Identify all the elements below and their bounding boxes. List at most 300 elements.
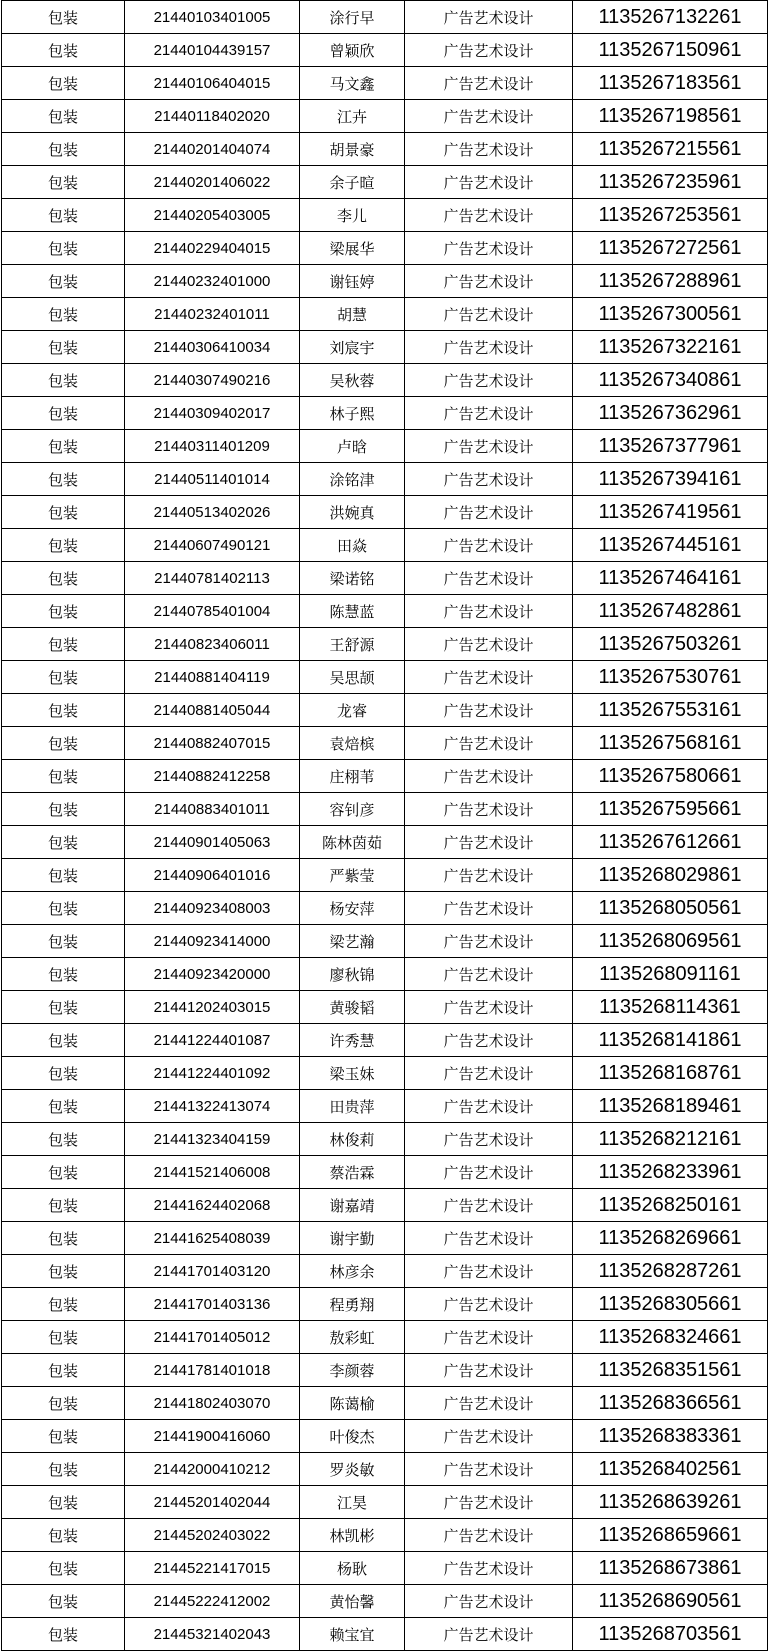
- exam-id-cell: 21441202403015: [125, 991, 300, 1024]
- ticket-number-cell: 1135268287261: [573, 1255, 768, 1288]
- major-cell: 广告艺术设计: [405, 661, 573, 694]
- category-cell: 包装: [2, 1024, 125, 1057]
- ticket-number-cell: 1135267235961: [573, 166, 768, 199]
- major-cell: 广告艺术设计: [405, 67, 573, 100]
- category-cell: 包装: [2, 595, 125, 628]
- student-name-cell: 程勇翔: [300, 1288, 405, 1321]
- exam-id-cell: 21441624402068: [125, 1189, 300, 1222]
- student-name-cell: 廖秋锦: [300, 958, 405, 991]
- table-row: [2, 496, 768, 529]
- table-row: [2, 1354, 768, 1387]
- category-cell: 包装: [2, 661, 125, 694]
- category-cell: 包装: [2, 331, 125, 364]
- table-row: [2, 727, 768, 760]
- category-cell: 包装: [2, 298, 125, 331]
- ticket-number-cell: 1135268069561: [573, 925, 768, 958]
- exam-id-cell: 21440205403005: [125, 199, 300, 232]
- table-row: [2, 1123, 768, 1156]
- exam-id-cell: 21440118402020: [125, 100, 300, 133]
- table-row: [2, 859, 768, 892]
- table-row: [2, 1288, 768, 1321]
- category-cell: 包装: [2, 397, 125, 430]
- student-name-cell: 曾颖欣: [300, 34, 405, 67]
- ticket-number-cell: 1135267215561: [573, 133, 768, 166]
- student-name-cell: 林子熙: [300, 397, 405, 430]
- ticket-number-cell: 1135268114361: [573, 991, 768, 1024]
- major-cell: 广告艺术设计: [405, 1486, 573, 1519]
- major-cell: 广告艺术设计: [405, 793, 573, 826]
- table-row: [2, 265, 768, 298]
- exam-id-cell: 21440103401005: [125, 1, 300, 34]
- category-cell: 包装: [2, 1189, 125, 1222]
- category-cell: 包装: [2, 133, 125, 166]
- student-name-cell: 叶俊杰: [300, 1420, 405, 1453]
- student-name-cell: 梁展华: [300, 232, 405, 265]
- student-name-cell: 陈蔼榆: [300, 1387, 405, 1420]
- student-name-cell: 庄栩苇: [300, 760, 405, 793]
- table-row: [2, 1024, 768, 1057]
- exam-id-cell: 21440781402113: [125, 562, 300, 595]
- exam-id-cell: 21440785401004: [125, 595, 300, 628]
- major-cell: 广告艺术设计: [405, 298, 573, 331]
- category-cell: 包装: [2, 364, 125, 397]
- category-cell: 包装: [2, 1057, 125, 1090]
- table-row: [2, 397, 768, 430]
- major-cell: 广告艺术设计: [405, 100, 573, 133]
- student-name-cell: 胡慧: [300, 298, 405, 331]
- exam-id-cell: 21442000410212: [125, 1453, 300, 1486]
- category-cell: 包装: [2, 430, 125, 463]
- major-cell: 广告艺术设计: [405, 1, 573, 34]
- table-row: [2, 1156, 768, 1189]
- category-cell: 包装: [2, 67, 125, 100]
- category-cell: 包装: [2, 1321, 125, 1354]
- student-name-cell: 敖彩虹: [300, 1321, 405, 1354]
- table-row: [2, 100, 768, 133]
- category-cell: 包装: [2, 496, 125, 529]
- exam-id-cell: 21440923414000: [125, 925, 300, 958]
- table-row: [2, 793, 768, 826]
- category-cell: 包装: [2, 1519, 125, 1552]
- student-name-cell: 林俊莉: [300, 1123, 405, 1156]
- major-cell: 广告艺术设计: [405, 826, 573, 859]
- ticket-number-cell: 1135267272561: [573, 232, 768, 265]
- table-row: [2, 364, 768, 397]
- major-cell: 广告艺术设计: [405, 34, 573, 67]
- ticket-number-cell: 1135267150961: [573, 34, 768, 67]
- student-name-cell: 吴思颉: [300, 661, 405, 694]
- student-name-cell: 江卉: [300, 100, 405, 133]
- exam-id-cell: 21441323404159: [125, 1123, 300, 1156]
- student-list-table: [1, 0, 768, 1651]
- category-cell: 包装: [2, 925, 125, 958]
- student-name-cell: 容钊彦: [300, 793, 405, 826]
- ticket-number-cell: 1135267198561: [573, 100, 768, 133]
- table-row: [2, 958, 768, 991]
- ticket-number-cell: 1135268029861: [573, 859, 768, 892]
- exam-id-cell: 21440901405063: [125, 826, 300, 859]
- category-cell: 包装: [2, 166, 125, 199]
- student-name-cell: 龙睿: [300, 694, 405, 727]
- table-row: [2, 694, 768, 727]
- ticket-number-cell: 1135267377961: [573, 430, 768, 463]
- ticket-number-cell: 1135267183561: [573, 67, 768, 100]
- category-cell: 包装: [2, 1090, 125, 1123]
- student-name-cell: 梁玉妹: [300, 1057, 405, 1090]
- student-name-cell: 吴秋蓉: [300, 364, 405, 397]
- category-cell: 包装: [2, 1, 125, 34]
- category-cell: 包装: [2, 1255, 125, 1288]
- table-row: [2, 1387, 768, 1420]
- table-row: [2, 1618, 768, 1651]
- ticket-number-cell: 1135268690561: [573, 1585, 768, 1618]
- exam-id-cell: 21440201406022: [125, 166, 300, 199]
- ticket-number-cell: 1135267464161: [573, 562, 768, 595]
- ticket-number-cell: 1135267322161: [573, 331, 768, 364]
- major-cell: 广告艺术设计: [405, 199, 573, 232]
- category-cell: 包装: [2, 892, 125, 925]
- student-name-cell: 杨安萍: [300, 892, 405, 925]
- category-cell: 包装: [2, 463, 125, 496]
- student-name-cell: 陈慧蓝: [300, 595, 405, 628]
- exam-id-cell: 21440311401209: [125, 430, 300, 463]
- major-cell: 广告艺术设计: [405, 694, 573, 727]
- table-body: [2, 1, 768, 1651]
- category-cell: 包装: [2, 694, 125, 727]
- exam-id-cell: 21440309402017: [125, 397, 300, 430]
- exam-id-cell: 21440106404015: [125, 67, 300, 100]
- major-cell: 广告艺术设计: [405, 991, 573, 1024]
- ticket-number-cell: 1135267362961: [573, 397, 768, 430]
- table-row: [2, 1057, 768, 1090]
- student-name-cell: 梁诺铭: [300, 562, 405, 595]
- ticket-number-cell: 1135267288961: [573, 265, 768, 298]
- table-row: [2, 1189, 768, 1222]
- major-cell: 广告艺术设计: [405, 133, 573, 166]
- ticket-number-cell: 1135267568161: [573, 727, 768, 760]
- major-cell: 广告艺术设计: [405, 1123, 573, 1156]
- category-cell: 包装: [2, 760, 125, 793]
- exam-id-cell: 21441224401087: [125, 1024, 300, 1057]
- student-name-cell: 杨耿: [300, 1552, 405, 1585]
- major-cell: 广告艺术设计: [405, 1321, 573, 1354]
- ticket-number-cell: 1135268351561: [573, 1354, 768, 1387]
- category-cell: 包装: [2, 1585, 125, 1618]
- table-row: [2, 166, 768, 199]
- category-cell: 包装: [2, 199, 125, 232]
- table-row: [2, 1585, 768, 1618]
- major-cell: 广告艺术设计: [405, 859, 573, 892]
- major-cell: 广告艺术设计: [405, 1057, 573, 1090]
- exam-id-cell: 21441701403136: [125, 1288, 300, 1321]
- student-name-cell: 许秀慧: [300, 1024, 405, 1057]
- major-cell: 广告艺术设计: [405, 925, 573, 958]
- ticket-number-cell: 1135267419561: [573, 496, 768, 529]
- category-cell: 包装: [2, 859, 125, 892]
- ticket-number-cell: 1135268250161: [573, 1189, 768, 1222]
- category-cell: 包装: [2, 562, 125, 595]
- category-cell: 包装: [2, 1156, 125, 1189]
- ticket-number-cell: 1135267300561: [573, 298, 768, 331]
- category-cell: 包装: [2, 628, 125, 661]
- major-cell: 广告艺术设计: [405, 232, 573, 265]
- table-row: [2, 991, 768, 1024]
- table-row: [2, 826, 768, 859]
- table-row: [2, 628, 768, 661]
- table-row: [2, 925, 768, 958]
- table-row: [2, 1552, 768, 1585]
- student-name-cell: 谢嘉靖: [300, 1189, 405, 1222]
- ticket-number-cell: 1135267340861: [573, 364, 768, 397]
- table-row: [2, 232, 768, 265]
- major-cell: 广告艺术设计: [405, 958, 573, 991]
- table-row: [2, 298, 768, 331]
- exam-id-cell: 21445321402043: [125, 1618, 300, 1651]
- major-cell: 广告艺术设计: [405, 1420, 573, 1453]
- student-name-cell: 卢晗: [300, 430, 405, 463]
- category-cell: 包装: [2, 1618, 125, 1651]
- ticket-number-cell: 1135267394161: [573, 463, 768, 496]
- student-name-cell: 袁焙槟: [300, 727, 405, 760]
- major-cell: 广告艺术设计: [405, 628, 573, 661]
- category-cell: 包装: [2, 1354, 125, 1387]
- major-cell: 广告艺术设计: [405, 595, 573, 628]
- major-cell: 广告艺术设计: [405, 1222, 573, 1255]
- major-cell: 广告艺术设计: [405, 364, 573, 397]
- table-row: [2, 430, 768, 463]
- student-name-cell: 李颜蓉: [300, 1354, 405, 1387]
- ticket-number-cell: 1135268366561: [573, 1387, 768, 1420]
- major-cell: 广告艺术设计: [405, 1519, 573, 1552]
- student-name-cell: 黄骏韬: [300, 991, 405, 1024]
- exam-id-cell: 21441900416060: [125, 1420, 300, 1453]
- student-name-cell: 王舒源: [300, 628, 405, 661]
- category-cell: 包装: [2, 232, 125, 265]
- ticket-number-cell: 1135267612661: [573, 826, 768, 859]
- category-cell: 包装: [2, 826, 125, 859]
- exam-id-cell: 21440511401014: [125, 463, 300, 496]
- exam-id-cell: 21441701405012: [125, 1321, 300, 1354]
- exam-id-cell: 21440906401016: [125, 859, 300, 892]
- category-cell: 包装: [2, 1387, 125, 1420]
- category-cell: 包装: [2, 1486, 125, 1519]
- exam-id-cell: 21441521406008: [125, 1156, 300, 1189]
- category-cell: 包装: [2, 1288, 125, 1321]
- major-cell: 广告艺术设计: [405, 1453, 573, 1486]
- ticket-number-cell: 1135268212161: [573, 1123, 768, 1156]
- ticket-number-cell: 1135268673861: [573, 1552, 768, 1585]
- table-row: [2, 1453, 768, 1486]
- major-cell: 广告艺术设计: [405, 1189, 573, 1222]
- table-row: [2, 595, 768, 628]
- table-row: [2, 529, 768, 562]
- table-row: [2, 661, 768, 694]
- category-cell: 包装: [2, 958, 125, 991]
- exam-id-cell: 21440229404015: [125, 232, 300, 265]
- major-cell: 广告艺术设计: [405, 727, 573, 760]
- exam-id-cell: 21445202403022: [125, 1519, 300, 1552]
- category-cell: 包装: [2, 991, 125, 1024]
- major-cell: 广告艺术设计: [405, 562, 573, 595]
- table-row: [2, 1486, 768, 1519]
- major-cell: 广告艺术设计: [405, 1255, 573, 1288]
- exam-id-cell: 21440306410034: [125, 331, 300, 364]
- student-name-cell: 马文鑫: [300, 67, 405, 100]
- ticket-number-cell: 1135268141861: [573, 1024, 768, 1057]
- exam-id-cell: 21440923408003: [125, 892, 300, 925]
- table-row: [2, 1420, 768, 1453]
- ticket-number-cell: 1135267445161: [573, 529, 768, 562]
- exam-id-cell: 21440607490121: [125, 529, 300, 562]
- major-cell: 广告艺术设计: [405, 331, 573, 364]
- exam-id-cell: 21445201402044: [125, 1486, 300, 1519]
- exam-id-cell: 21441625408039: [125, 1222, 300, 1255]
- table-row: [2, 463, 768, 496]
- ticket-number-cell: 1135268168761: [573, 1057, 768, 1090]
- category-cell: 包装: [2, 727, 125, 760]
- table-row: [2, 1255, 768, 1288]
- student-name-cell: 李儿: [300, 199, 405, 232]
- exam-id-cell: 21441802403070: [125, 1387, 300, 1420]
- exam-id-cell: 21440201404074: [125, 133, 300, 166]
- ticket-number-cell: 1135268383361: [573, 1420, 768, 1453]
- ticket-number-cell: 1135268050561: [573, 892, 768, 925]
- exam-id-cell: 21440882412258: [125, 760, 300, 793]
- ticket-number-cell: 1135267530761: [573, 661, 768, 694]
- exam-id-cell: 21445221417015: [125, 1552, 300, 1585]
- major-cell: 广告艺术设计: [405, 529, 573, 562]
- table-row: [2, 34, 768, 67]
- major-cell: 广告艺术设计: [405, 1618, 573, 1651]
- student-name-cell: 严紫莹: [300, 859, 405, 892]
- category-cell: 包装: [2, 1552, 125, 1585]
- table-row: [2, 1, 768, 34]
- student-name-cell: 洪婉真: [300, 496, 405, 529]
- category-cell: 包装: [2, 529, 125, 562]
- table-row: [2, 1519, 768, 1552]
- exam-id-cell: 21441224401092: [125, 1057, 300, 1090]
- exam-id-cell: 21440881405044: [125, 694, 300, 727]
- ticket-number-cell: 1135268703561: [573, 1618, 768, 1651]
- student-name-cell: 余子暄: [300, 166, 405, 199]
- ticket-number-cell: 1135267503261: [573, 628, 768, 661]
- exam-id-cell: 21440232401000: [125, 265, 300, 298]
- category-cell: 包装: [2, 1123, 125, 1156]
- ticket-number-cell: 1135268639261: [573, 1486, 768, 1519]
- student-name-cell: 田贵萍: [300, 1090, 405, 1123]
- category-cell: 包装: [2, 1222, 125, 1255]
- major-cell: 广告艺术设计: [405, 892, 573, 925]
- student-name-cell: 田焱: [300, 529, 405, 562]
- ticket-number-cell: 1135267580661: [573, 760, 768, 793]
- exam-id-cell: 21440823406011: [125, 628, 300, 661]
- student-name-cell: 刘宸宇: [300, 331, 405, 364]
- ticket-number-cell: 1135268402561: [573, 1453, 768, 1486]
- ticket-number-cell: 1135267482861: [573, 595, 768, 628]
- student-name-cell: 赖宝宜: [300, 1618, 405, 1651]
- table-row: [2, 331, 768, 364]
- exam-id-cell: 21440883401011: [125, 793, 300, 826]
- table-row: [2, 1321, 768, 1354]
- category-cell: 包装: [2, 265, 125, 298]
- ticket-number-cell: 1135268233961: [573, 1156, 768, 1189]
- category-cell: 包装: [2, 793, 125, 826]
- major-cell: 广告艺术设计: [405, 1288, 573, 1321]
- student-name-cell: 谢钰婷: [300, 265, 405, 298]
- table-row: [2, 199, 768, 232]
- ticket-number-cell: 1135268305661: [573, 1288, 768, 1321]
- table-row: [2, 760, 768, 793]
- category-cell: 包装: [2, 1420, 125, 1453]
- ticket-number-cell: 1135268189461: [573, 1090, 768, 1123]
- student-name-cell: 涂行早: [300, 1, 405, 34]
- student-name-cell: 蔡浩霖: [300, 1156, 405, 1189]
- category-cell: 包装: [2, 1453, 125, 1486]
- category-cell: 包装: [2, 34, 125, 67]
- student-name-cell: 涂铭津: [300, 463, 405, 496]
- exam-id-cell: 21440307490216: [125, 364, 300, 397]
- major-cell: 广告艺术设计: [405, 496, 573, 529]
- student-name-cell: 林凯彬: [300, 1519, 405, 1552]
- table-row: [2, 1090, 768, 1123]
- table-row: [2, 133, 768, 166]
- ticket-number-cell: 1135267132261: [573, 1, 768, 34]
- major-cell: 广告艺术设计: [405, 1585, 573, 1618]
- category-cell: 包装: [2, 100, 125, 133]
- student-name-cell: 谢宇勤: [300, 1222, 405, 1255]
- ticket-number-cell: 1135268324661: [573, 1321, 768, 1354]
- student-name-cell: 胡景豪: [300, 133, 405, 166]
- major-cell: 广告艺术设计: [405, 265, 573, 298]
- exam-id-cell: 21440232401011: [125, 298, 300, 331]
- major-cell: 广告艺术设计: [405, 430, 573, 463]
- student-name-cell: 梁艺瀚: [300, 925, 405, 958]
- major-cell: 广告艺术设计: [405, 463, 573, 496]
- exam-id-cell: 21440882407015: [125, 727, 300, 760]
- major-cell: 广告艺术设计: [405, 1156, 573, 1189]
- student-name-cell: 罗炎敏: [300, 1453, 405, 1486]
- student-name-cell: 林彦余: [300, 1255, 405, 1288]
- exam-id-cell: 21441322413074: [125, 1090, 300, 1123]
- exam-id-cell: 21441781401018: [125, 1354, 300, 1387]
- exam-id-cell: 21440104439157: [125, 34, 300, 67]
- ticket-number-cell: 1135268659661: [573, 1519, 768, 1552]
- student-name-cell: 陈林茵茹: [300, 826, 405, 859]
- major-cell: 广告艺术设计: [405, 1090, 573, 1123]
- ticket-number-cell: 1135268269661: [573, 1222, 768, 1255]
- major-cell: 广告艺术设计: [405, 1024, 573, 1057]
- major-cell: 广告艺术设计: [405, 1354, 573, 1387]
- table-row: [2, 67, 768, 100]
- major-cell: 广告艺术设计: [405, 1552, 573, 1585]
- major-cell: 广告艺术设计: [405, 760, 573, 793]
- student-name-cell: 黄怡馨: [300, 1585, 405, 1618]
- ticket-number-cell: 1135267553161: [573, 694, 768, 727]
- table-row: [2, 1222, 768, 1255]
- major-cell: 广告艺术设计: [405, 397, 573, 430]
- exam-id-cell: 21445222412002: [125, 1585, 300, 1618]
- exam-id-cell: 21440881404119: [125, 661, 300, 694]
- exam-id-cell: 21441701403120: [125, 1255, 300, 1288]
- ticket-number-cell: 1135267595661: [573, 793, 768, 826]
- table-row: [2, 892, 768, 925]
- table-row: [2, 562, 768, 595]
- exam-id-cell: 21440923420000: [125, 958, 300, 991]
- major-cell: 广告艺术设计: [405, 166, 573, 199]
- major-cell: 广告艺术设计: [405, 1387, 573, 1420]
- student-name-cell: 江昊: [300, 1486, 405, 1519]
- ticket-number-cell: 1135268091161: [573, 958, 768, 991]
